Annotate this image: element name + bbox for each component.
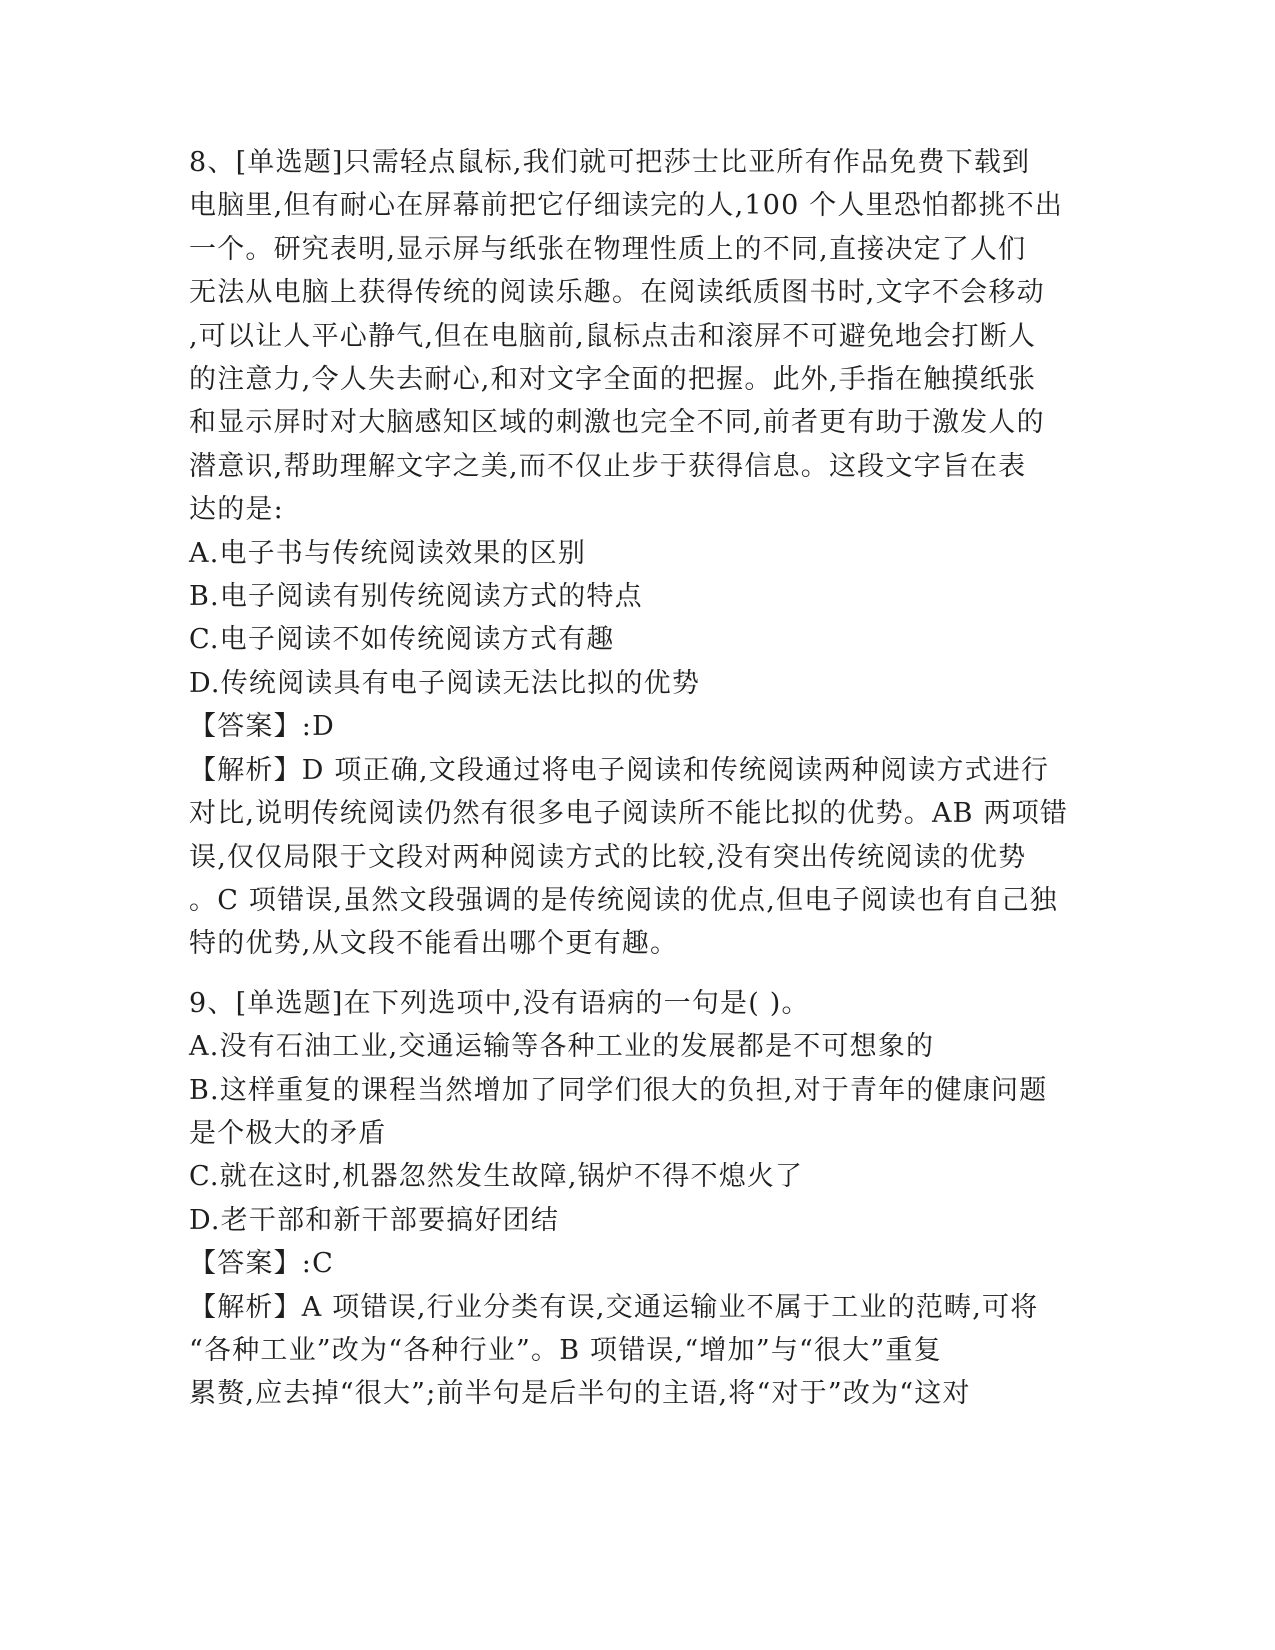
analysis xyxy=(189,749,1089,966)
question-8 xyxy=(189,141,1089,966)
option-list xyxy=(189,1025,1089,1242)
option-a: A.电子书与传统阅读效果的区别 xyxy=(189,537,587,569)
option-b: B.电子阅读有别传统阅读方式的特点 xyxy=(189,581,643,613)
question-stem xyxy=(189,141,1089,532)
option-c: C.电子阅读不如传统阅读方式有趣 xyxy=(189,624,615,656)
stem-line: ,可以让人平心静气,但在电脑前,鼠标点击和滚屏不可避免地会打断人 xyxy=(189,320,1037,352)
stem-line: 的注意力,令人失去耐心,和对文字全面的把握。此外,手指在触摸纸张 xyxy=(189,364,1037,396)
option-d: D.老干部和新干部要搞好团结 xyxy=(189,1204,560,1236)
analysis-line: 【解析】A 项错误,行业分类有误,交通运输业不属于工业的范畴,可将 xyxy=(189,1291,1039,1323)
option-b-continued: 是个极大的矛盾 xyxy=(189,1117,387,1149)
document-page xyxy=(189,141,1089,1416)
stem-line: 电脑里,但有耐心在屏幕前把它仔细读完的人,100 个人里恐怕都挑不出 xyxy=(189,190,1064,222)
analysis-line: 误,仅仅局限于文段对两种阅读方式的比较,没有突出传统阅读的优势 xyxy=(189,841,1027,873)
analysis-line: 。C 项错误,虽然文段强调的是传统阅读的优点,但电子阅读也有自己独 xyxy=(189,884,1059,916)
stem-line: 达的是: xyxy=(189,494,284,526)
stem-line: 一个。研究表明,显示屏与纸张在物理性质上的不同,直接决定了人们 xyxy=(189,233,1027,265)
question-stem xyxy=(189,982,1089,1025)
answer-line: 【答案】:C xyxy=(189,1248,334,1280)
answer-line: 【答案】:D xyxy=(189,711,335,743)
option-b: B.这样重复的课程当然增加了同学们很大的负担,对于青年的健康问题 xyxy=(189,1074,1048,1106)
stem-line: 潜意识,帮助理解文字之美,而不仅止步于获得信息。这段文字旨在表 xyxy=(189,450,1027,482)
analysis-line: 【解析】D 项正确,文段通过将电子阅读和传统阅读两种阅读方式进行 xyxy=(189,754,1050,786)
stem-line: 和显示屏时对大脑感知区域的刺激也完全不同,前者更有助于激发人的 xyxy=(189,407,1045,439)
option-list xyxy=(189,532,1089,706)
analysis-line: “各种工业”改为“各种行业”。B 项错误,“增加”与“很大”重复 xyxy=(189,1334,942,1366)
option-c: C.就在这时,机器忽然发生故障,锅炉不得不熄火了 xyxy=(189,1161,804,1193)
analysis-line: 对比,说明传统阅读仍然有很多电子阅读所不能比拟的优势。AB 两项错 xyxy=(189,798,1069,830)
stem-line: 无法从电脑上获得传统的阅读乐趣。在阅读纸质图书时,文字不会移动 xyxy=(189,277,1045,309)
option-d: D.传统阅读具有电子阅读无法比拟的优势 xyxy=(189,667,701,699)
option-a: A.没有石油工业,交通运输等各种工业的发展都是不可想象的 xyxy=(189,1031,935,1063)
analysis-line: 累赘,应去掉“很大”;前半句是后半句的主语,将“对于”改为“这对 xyxy=(189,1378,971,1410)
analysis-line: 特的优势,从文段不能看出哪个更有趣。 xyxy=(189,928,679,960)
stem-line: 8、[单选题]只需轻点鼠标,我们就可把莎士比亚所有作品免费下载到 xyxy=(189,147,1031,178)
stem-line: 9、[单选题]在下列选项中,没有语病的一句是( )。 xyxy=(189,987,810,1019)
question-9 xyxy=(189,982,1089,1416)
analysis xyxy=(189,1286,1089,1416)
